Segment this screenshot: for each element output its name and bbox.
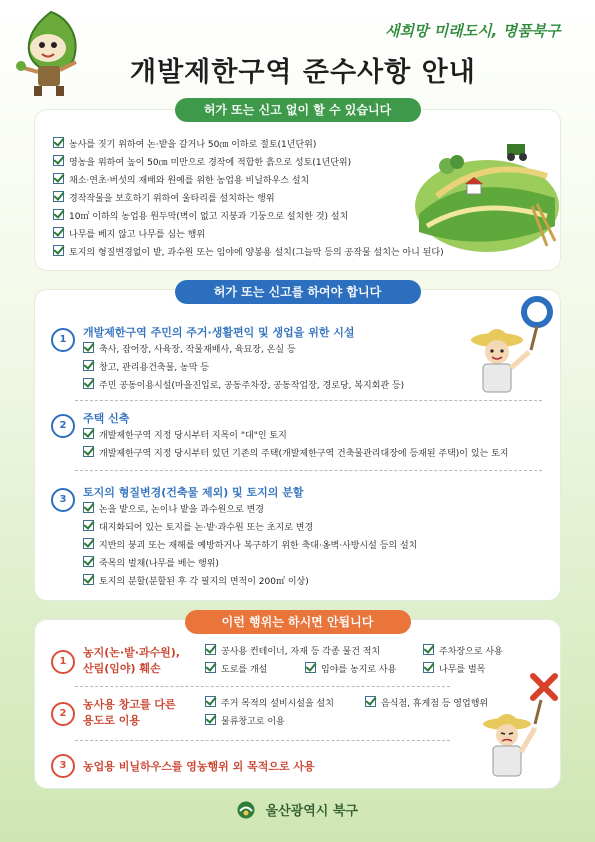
checkbox-icon	[365, 696, 376, 707]
checkbox-icon	[83, 378, 94, 389]
list-item: 경작작물을 보호하기 위하여 울타리를 설치하는 행위	[53, 190, 403, 208]
list-item: 물류창고로 이용	[205, 714, 285, 730]
number-badge: 3	[51, 754, 75, 778]
list-item: 나무를 베지 않고 나무를 심는 행위	[53, 226, 403, 244]
checkbox-icon	[205, 662, 216, 673]
number-badge: 1	[51, 650, 75, 674]
checkbox-icon	[423, 662, 434, 673]
permit-section	[35, 285, 560, 600]
farmland-illustration-icon	[397, 136, 562, 254]
number-badge: 3	[51, 488, 75, 512]
list-item: 주민 공동이용시설(마을진입로, 공동주차장, 공동작업장, 경로당, 복지회관 등)	[83, 378, 404, 394]
permit-section-label: 허가 또는 신고를 하여야 합니다	[175, 280, 421, 304]
checkbox-icon	[205, 644, 216, 655]
list-item: 토지의 형질변경없이 밭, 과수원 또는 임야에 양봉용 설치(그늘막 등의 공작물 설치는 아니 된다)	[53, 244, 403, 262]
list-item: 10㎡ 이하의 농업용 원두막(벽이 없고 지붕과 기둥으로 설치한 것) 설치	[53, 208, 403, 226]
checkbox-icon	[53, 173, 64, 184]
divider	[75, 470, 542, 471]
list-item: 나무를 벌목	[423, 662, 485, 678]
checkbox-icon	[83, 538, 94, 549]
checkbox-icon	[53, 191, 64, 202]
checkbox-icon	[83, 574, 94, 585]
allowed-section-label: 허가 또는 신고 없이 할 수 있습니다	[175, 98, 421, 122]
list-item: 도로를 개설	[205, 662, 267, 678]
list-item: 영농을 위하여 높이 50㎝ 미만으로 경작에 적합한 흙으로 성토(1년단위)	[53, 154, 403, 172]
group-title: 용도로 이용	[83, 714, 140, 727]
checkbox-icon	[83, 556, 94, 567]
list-item: 임야를 농지로 사용	[305, 662, 396, 678]
group-title: 농사용 창고를 다른	[83, 698, 176, 711]
group-title: 산림(임야) 훼손	[83, 662, 161, 675]
list-item: 지반의 붕괴 또는 재해를 예방하거나 복구하기 위한 축대·옹벽·사방시설 등의 설치	[83, 538, 417, 554]
list-item: 논을 밭으로, 논이나 밭을 과수원으로 변경	[83, 502, 264, 518]
slogan: 새희망 미래도시, 명품북구	[385, 22, 561, 40]
list-item: 대지화되어 있는 토지를 논·밭·과수원 또는 초지로 변경	[83, 520, 313, 536]
checkbox-icon	[83, 502, 94, 513]
list-item: 농사를 짓기 위하여 논·밭을 갈거나 50㎝ 이하로 절토(1년단위)	[53, 136, 403, 154]
list-item: 창고, 관리용건축물, 농막 등	[83, 360, 209, 376]
list-item: 채소·연초·버섯의 재배와 원예를 위한 농업용 비닐하우스 설치	[53, 172, 403, 190]
farmer-ok-sign-icon	[455, 296, 555, 396]
number-badge: 1	[51, 328, 75, 352]
group-title: 농지(논·밭·과수원),	[83, 646, 180, 659]
checkbox-icon	[53, 245, 64, 256]
list-item: 죽목의 벌채(나무를 베는 행위)	[83, 556, 219, 572]
group-title: 토지의 형질변경(건축물 제외) 및 토지의 분할	[83, 486, 304, 499]
list-item: 공사용 컨테이너, 자재 등 각종 물건 적치	[205, 644, 380, 660]
farmer-x-sign-icon	[475, 672, 559, 784]
checkbox-icon	[53, 227, 64, 238]
divider	[75, 686, 450, 687]
allowed-section	[35, 103, 560, 270]
checkbox-icon	[83, 360, 94, 371]
allowed-list	[53, 136, 444, 262]
group-title: 농업용 비닐하우스를 영농행위 외 목적으로 사용	[83, 760, 315, 773]
list-item: 주차장으로 사용	[423, 644, 503, 660]
checkbox-icon	[53, 137, 64, 148]
checkbox-icon	[83, 342, 94, 353]
checkbox-icon	[83, 428, 94, 439]
checkbox-icon	[83, 446, 94, 457]
list-item: 음식점, 휴게점 등 영업행위	[365, 696, 488, 712]
prohibited-section-label: 이런 행위는 하시면 안됩니다	[185, 610, 411, 634]
checkbox-icon	[205, 696, 216, 707]
footer-org-name: 울산광역시 북구	[265, 804, 358, 819]
number-badge: 2	[51, 702, 75, 726]
prohibited-section	[35, 615, 560, 788]
checkbox-icon	[83, 520, 94, 531]
leaf-mascot-icon	[10, 8, 92, 100]
divider	[75, 400, 542, 401]
list-item: 축사, 잠어장, 사육장, 작물재배사, 육묘장, 온실 등	[83, 342, 296, 358]
checkbox-icon	[53, 155, 64, 166]
group-title: 주택 신축	[83, 412, 130, 425]
number-badge: 2	[51, 414, 75, 438]
footer	[0, 800, 595, 819]
list-item: 토지의 분할(분할된 후 각 필지의 면적이 200㎡ 이상)	[83, 574, 309, 590]
list-item: 개발제한구역 지정 당시부터 있던 기존의 주택(개발제한구역 건축물관리대장에 등재된 주택)이 있는 토지	[83, 446, 508, 462]
list-item: 주거 목적의 설비시설을 설치	[205, 696, 334, 712]
checkbox-icon	[53, 209, 64, 220]
group-title: 개발제한구역 주민의 주거·생활편익 및 생업을 위한 시설	[83, 326, 355, 339]
checkbox-icon	[423, 644, 434, 655]
ulsan-bukgu-logo-icon	[237, 801, 255, 819]
page-title: 개발제한구역 준수사항 안내	[130, 57, 476, 88]
divider	[75, 740, 450, 741]
checkbox-icon	[205, 714, 216, 725]
list-item: 개발제한구역 지정 당시부터 지목이 "대"인 토지	[83, 428, 287, 444]
checkbox-icon	[305, 662, 316, 673]
